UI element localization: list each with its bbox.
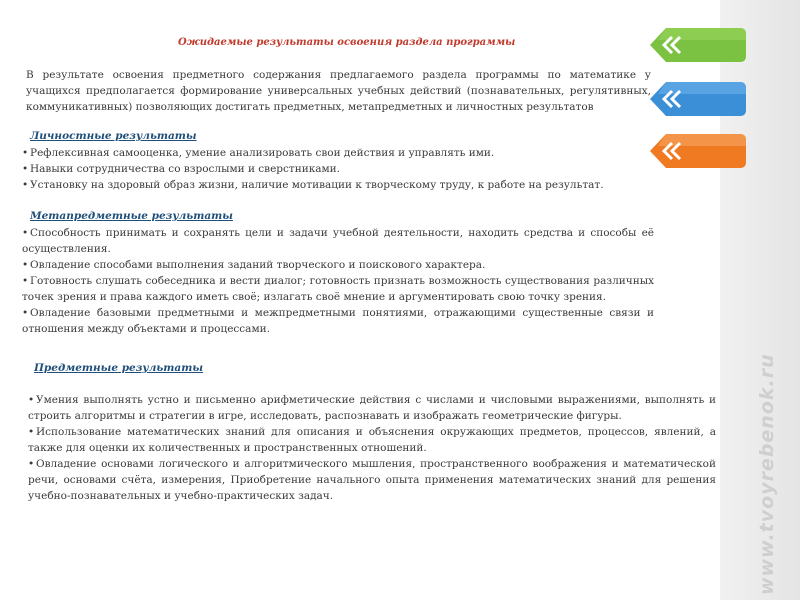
- list-item: • Навыки сотрудничества со взрослыми и сверстниками.: [22, 163, 341, 175]
- blue-ribbon: [648, 80, 748, 118]
- subject-list: [28, 392, 716, 504]
- green-ribbon: [648, 26, 748, 64]
- list-item: • Рефлексивная самооценка, умение анализировать свои действия и управлять ими.: [22, 147, 495, 159]
- list-item: • Использование математических знаний для описания и объяснения окружающих предметов, процессов, явлений, а также для оценки их количественных и пространственных отношений.: [28, 426, 716, 454]
- list-item: • Овладение базовыми предметными и межпредметными понятиями, отражающими существенные связи и отношения между объектами и процессами.: [22, 307, 654, 335]
- personal-list: [22, 145, 662, 193]
- list-item: • Способность принимать и сохранять цели и задачи учебной деятельности, находить средства и способы её осуществления.: [22, 227, 654, 255]
- subject-heading: Предметные результаты: [34, 362, 204, 374]
- orange-ribbon: [648, 132, 748, 170]
- meta-heading: Метапредметные результаты: [30, 210, 233, 222]
- list-item: • Овладение основами логического и алгоритмического мышления, пространственного воображения и математической речи, основами счёта, измерения, Приобретение начального опыта применения математических знаний для решения учебно-познавательных и учебно-практических задач.: [28, 458, 716, 502]
- watermark: www.tvoyrebenok.ru: [756, 353, 778, 595]
- meta-list: [22, 225, 654, 337]
- list-item: • Овладение способами выполнения заданий творческого и поискового характера.: [22, 259, 486, 271]
- page-title: Ожидаемые результаты освоения раздела программы: [178, 37, 516, 48]
- intro-paragraph: В результате освоения предметного содержания предлагаемого раздела программы по математике у учащихся предполагается формирование универсальных учебных действий (познавательных, регулятивных, коммуникативных) позволяющих достигать предметных, метапредметных и личностных результатов: [26, 69, 651, 113]
- list-item: • Готовность слушать собеседника и вести диалог; готовность признать возможность существования различных точек зрения и права каждого иметь своё; излагать своё мнение и аргументировать свою точку зрения.: [22, 275, 654, 303]
- list-item: • Умения выполнять устно и письменно арифметические действия с числами и числовыми выражениями, выполнять и строить алгоритмы и стратегии в игре, исследовать, распознавать и изображать геометрические фигуры.: [28, 394, 716, 422]
- list-item: • Установку на здоровый образ жизни, наличие мотивации к творческому труду, к работе на результат.: [22, 179, 604, 191]
- personal-heading: Личностные результаты: [30, 130, 197, 142]
